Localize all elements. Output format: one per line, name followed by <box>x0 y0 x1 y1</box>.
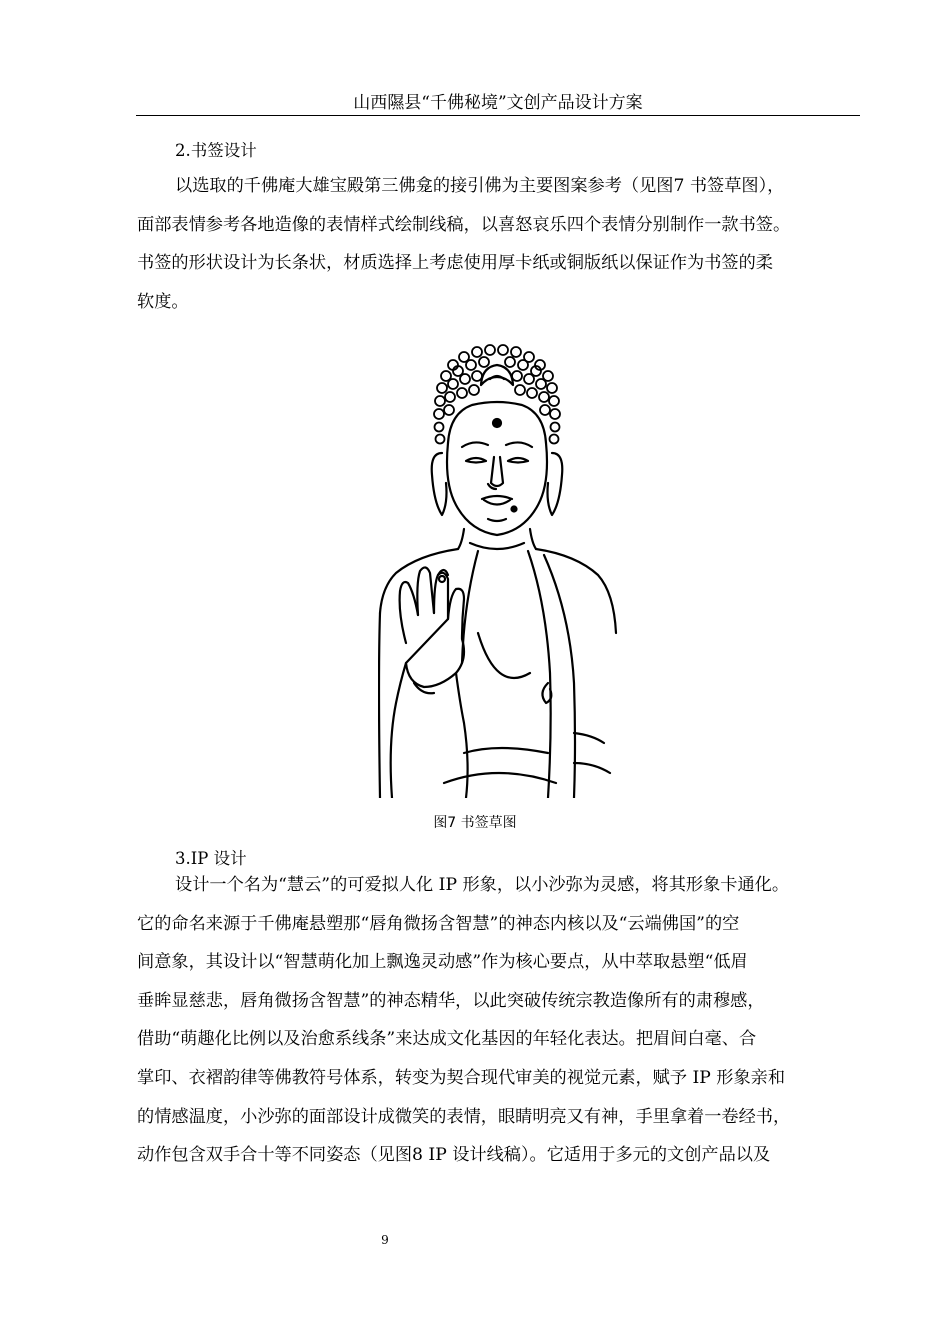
paragraph-line: 软度。 <box>137 291 189 312</box>
paragraph-line: 借助“萌趣化比例以及治愈系线条”来达成文化基因的年轻化表达。把眉间白毫、合 <box>137 1029 757 1050</box>
section-heading-bookmark: 2.书签设计 <box>175 141 257 160</box>
paragraph-line: 它的命名来源于千佛庵悬塑那“唇角微扬含智慧”的神态内核以及“云端佛国”的空 <box>137 913 740 934</box>
paragraph-ip <box>137 866 867 1175</box>
page-header <box>136 92 860 116</box>
paragraph-line: 面部表情参考各地造像的表情样式绘制线稿，以喜怒哀乐四个表情分别制作一款书签。 <box>137 214 791 235</box>
paragraph-line: 垂眸显慈悲，唇角微扬含智慧”的神态精华，以此突破传统宗教造像所有的肃穆感， <box>137 990 765 1011</box>
paragraph-line: 间意象，其设计以“智慧萌化加上飘逸灵动感”作为核心要点，从中萃取悬塑“低眉 <box>137 952 748 973</box>
paragraph-line: 书签的形状设计为长条状，材质选择上考虑使用厚卡纸或铜版纸以保证作为书签的柔 <box>137 253 773 274</box>
buddha-line-drawing-figure <box>378 343 618 798</box>
header-title: 山西隰县“千佛秘境”文创产品设计方案 <box>353 93 643 113</box>
paragraph-line: 以选取的千佛庵大雄宝殿第三佛龛的接引佛为主要图案参考（见图7 书签草图）， <box>175 176 785 196</box>
paragraph-line: 的情感温度，小沙弥的面部设计成微笑的表情，眼睛明亮又有神，手里拿着一卷经书， <box>137 1106 791 1127</box>
buddha-line-drawing-icon <box>378 343 618 798</box>
figure-caption: 图7 书签草图 <box>433 815 517 831</box>
section-heading-ip: 3.IP 设计 <box>175 849 247 868</box>
page-number: 9 <box>381 1233 389 1247</box>
paragraph-bookmark <box>137 167 867 321</box>
paragraph-line: 动作包含双手合十等不同姿态（见图8 IP 设计线稿）。它适用于多元的文创产品以及 <box>137 1145 771 1166</box>
paragraph-line: 设计一个名为“慧云”的可爱拟人化 IP 形象，以小沙弥为灵感，将其形象卡通化。 <box>175 875 790 895</box>
paragraph-line: 掌印、衣褶韵律等佛教符号体系，转变为契合现代审美的视觉元素，赋予 IP 形象亲和 <box>137 1067 786 1088</box>
